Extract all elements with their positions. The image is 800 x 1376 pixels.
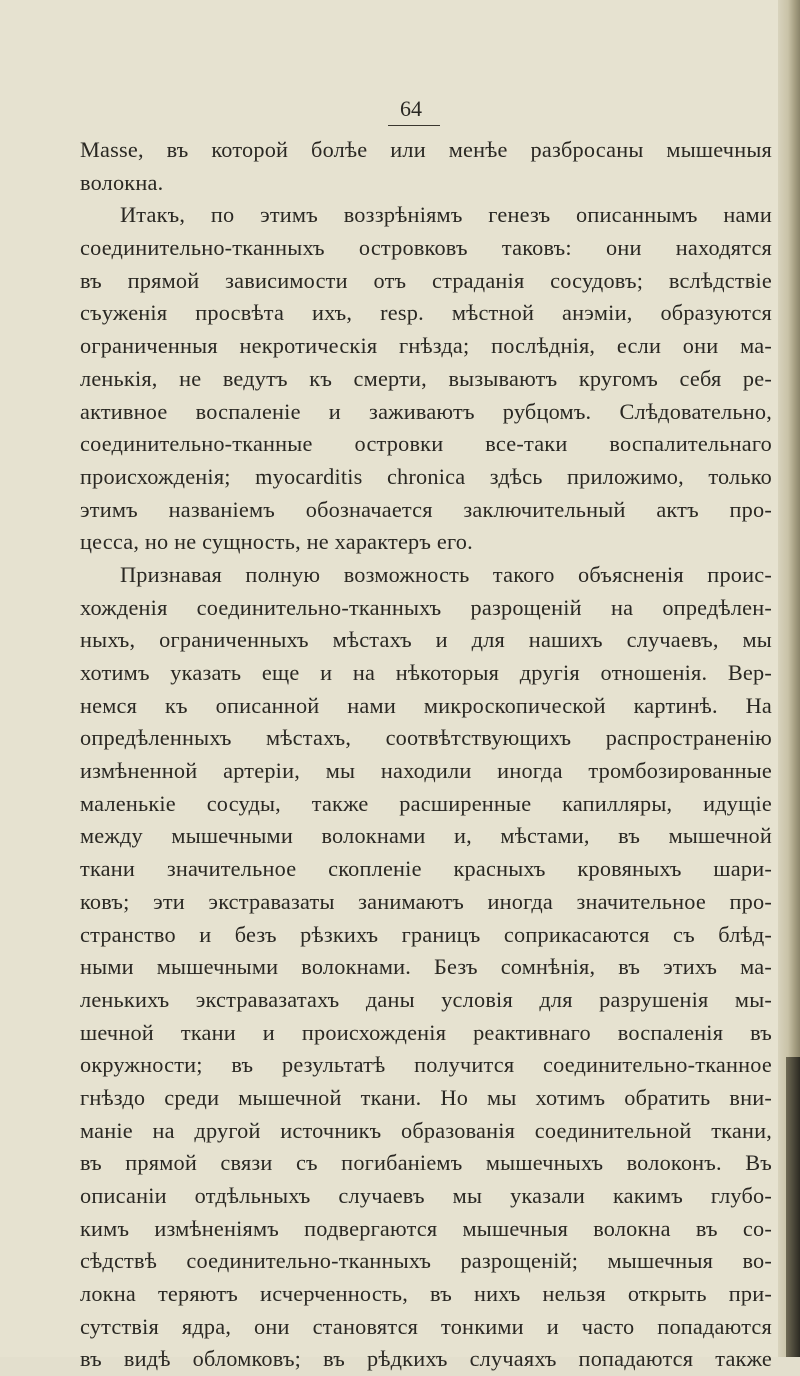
- text-line: въ прямой связи съ погибаніемъ мышечныхъ волоконъ. Въ: [80, 1150, 772, 1176]
- text-line: сѣдствѣ соединительно-тканныхъ разрощеній; мышечныя во-: [80, 1248, 772, 1274]
- text-line: хотимъ указать еще и на нѣкоторыя другія отношенія. Вер-: [80, 660, 772, 685]
- text-line: опредѣленныхъ мѣстахъ, соотвѣтствующихъ распространенію: [80, 725, 772, 751]
- text-line: шечной ткани и происхожденія реактивнаго воспаленія въ: [80, 1019, 772, 1045]
- text-line: волокна.: [80, 169, 164, 195]
- text-line: ленькихъ экстравазатахъ даны условія для разрушенія мы-: [80, 986, 772, 1012]
- text-line: соединительно-тканныхъ островковъ таковъ: они находятся: [80, 235, 772, 261]
- text-line: измѣненной артеріи, мы находили иногда тромбозированные: [80, 758, 772, 784]
- text-line: ными мышечными волокнами. Безъ сомнѣнія, въ этихъ ма-: [80, 954, 772, 980]
- page-number-underline: [388, 125, 440, 126]
- text-line: локна теряютъ исчерченность, въ нихъ нельзя открыть при-: [80, 1281, 772, 1307]
- text-line: между мышечными волокнами и, мѣстами, въ мышечной: [80, 823, 772, 849]
- text-line: маленькіе сосуды, также расширенные капилляры, идущіе: [80, 790, 772, 816]
- text-line: хожденія соединительно-тканныхъ разрощеній на опредѣлен-: [80, 594, 772, 620]
- text-line: маніе на другой источникъ образованія соединительной ткани,: [80, 1117, 772, 1143]
- text-line: описаніи отдѣльныхъ случаевъ мы указали какимъ глубо-: [80, 1183, 772, 1208]
- page-edge-binding: [786, 1057, 800, 1357]
- text-line: ограниченныя некротическія гнѣзда; послѣднія, если они ма-: [80, 333, 772, 359]
- text-line: странство и безъ рѣзкихъ границъ соприкасаются съ блѣд-: [80, 921, 772, 947]
- text-line: ткани значительное скопленіе красныхъ кровяныхъ шари-: [80, 856, 772, 882]
- text-line: Итакъ, по этимъ воззрѣніямъ генезъ описаннымъ нами: [120, 202, 772, 228]
- text-line: съуженія просвѣта ихъ, resp. мѣстной анэміи, образуются: [80, 300, 772, 326]
- text-line: ленькія, не ведутъ къ смерти, вызываютъ кругомъ себя ре-: [80, 365, 772, 391]
- body-text: [80, 134, 772, 1376]
- text-line: въ видѣ обломковъ; въ рѣдкихъ случаяхъ попадаются также: [80, 1346, 772, 1372]
- text-line: въ прямой зависимости отъ страданія сосудовъ; вслѣдствіе: [80, 267, 772, 293]
- page-number: 64: [400, 96, 422, 121]
- text-line: Признавая полную возможность такого объясненія проис-: [120, 561, 772, 587]
- text-line: гнѣздо среди мышечной ткани. Но мы хотимъ обратить вни-: [80, 1084, 772, 1110]
- text-line: активное воспаленіе и заживаютъ рубцомъ. Слѣдовательно,: [80, 398, 772, 424]
- text-line: окружности; въ результатѣ получится соединительно-тканное: [80, 1052, 772, 1078]
- text-line: немся къ описанной нами микроскопической картинѣ. На: [80, 692, 772, 718]
- text-line: происхожденія; myocarditis chronica здѣсь приложимо, только: [80, 463, 772, 489]
- text-line: сутствія ядра, они становятся тонкими и часто попадаются: [80, 1313, 772, 1339]
- text-line: этимъ названіемъ обозначается заключительный актъ про-: [80, 496, 772, 522]
- text-line: цесса, но не сущность, не характеръ его.: [80, 529, 473, 555]
- text-line: ныхъ, ограниченныхъ мѣстахъ и для нашихъ случаевъ, мы: [80, 627, 772, 653]
- text-line: кимъ измѣненіямъ подвергаются мышечныя волокна въ со-: [80, 1215, 772, 1241]
- text-line: Masse, въ которой болѣе или менѣе разбросаны мышечныя: [80, 137, 772, 162]
- text-line: соединительно-тканные островки все-таки воспалительнаго: [80, 431, 772, 457]
- text-line: ковъ; эти экстравазаты занимаютъ иногда значительное про-: [80, 888, 772, 914]
